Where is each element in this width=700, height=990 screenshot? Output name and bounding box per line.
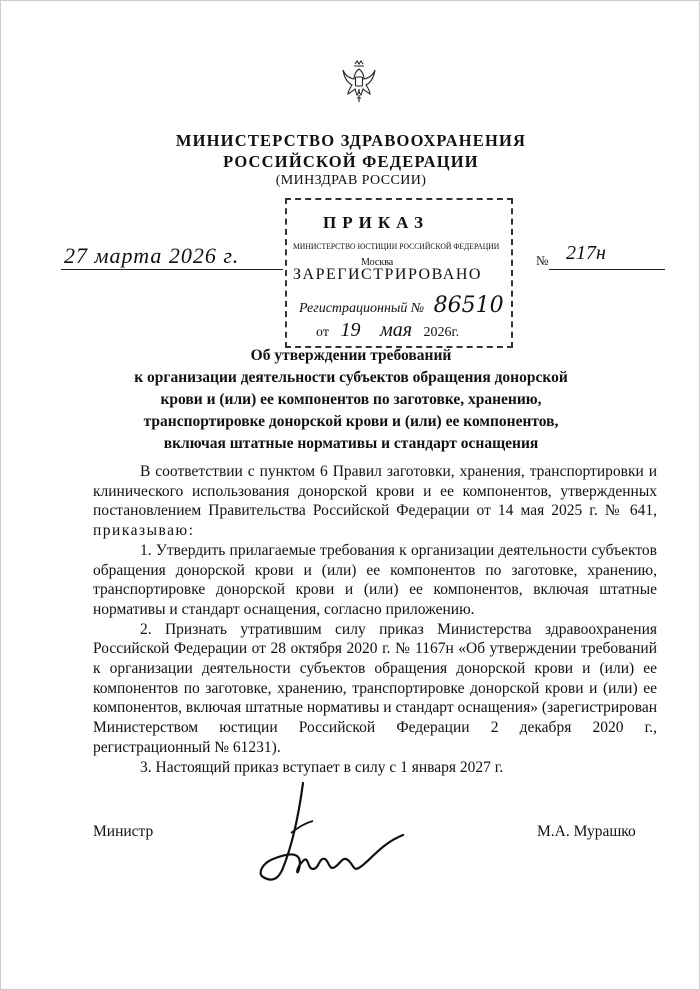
title-line: Об утверждении требований [250, 347, 452, 364]
title-line: крови и (или) ее компонентов по заготовке, хранению, [160, 391, 542, 408]
number-underline [549, 269, 665, 270]
stamp-status: ЗАРЕГИСТРИРОВАНО [293, 266, 482, 283]
handwritten-signature [233, 773, 433, 893]
order-body [93, 462, 657, 777]
ministry-name-line2: РОССИЙСКОЙ ФЕДЕРАЦИИ [223, 152, 479, 171]
signatory-name: М.А. Мурашко [537, 823, 636, 840]
ministry-short-name: (МИНЗДРАВ РОССИИ) [275, 173, 427, 188]
document-type: ПРИКАЗ [323, 213, 429, 232]
signatory-position: Министр [93, 823, 154, 840]
date-underline [61, 269, 283, 270]
order-date: 27 марта 2026 г. [64, 243, 240, 268]
stamp-city: Москва [361, 257, 394, 268]
stamp-reg-number: 86510 [433, 293, 504, 318]
stamp-registration-number [299, 293, 504, 318]
stamp-date-day: 19 [340, 319, 361, 341]
stamp-date-year: 2026г. [423, 325, 460, 340]
stamp-date-prefix: от [316, 325, 329, 340]
order-title [1, 345, 700, 455]
title-line: транспортировке донорской крови и (или) ее компонентов, [143, 413, 559, 430]
title-line: к организации деятельности субъектов обращения донорской [134, 369, 568, 386]
order-item-2: 2. Признать утратившим силу приказ Министерства здравоохранения Российской Федерации от 28 октября 2020 г. № 1167н «Об утверждении требований к организации деятельности субъектов обращения донорской крови и (или) ее компонентов по заготовке, хранению, транспортировке донорской крови и (или) ее компонентов, включая штатные нормативы и стандарт оснащения» (зарегистрирован Министерством юстиции Российской Федерации 2 декабря 2020 г., регистрационный № 61231). [93, 620, 657, 756]
stamp-date-month: мая [379, 319, 412, 341]
order-item-1: 1. Утвердить прилагаемые требования к организации деятельности субъектов обращения донорской крови и (или) ее компонентов по заготовке, хранению, транспортировке донорской крови и (или) ее компонентов, включая штатные нормативы и стандарт оснащения, согласно приложению. [93, 541, 657, 618]
stamp-ministry-justice: МИНИСТЕРСТВО ЮСТИЦИИ РОССИЙСКОЙ ФЕДЕРАЦИИ [293, 241, 500, 251]
stamp-date [316, 319, 459, 342]
order-number-label: № [536, 253, 549, 268]
order-number: 217н [566, 242, 606, 264]
preamble-text: В соответствии с пунктом 6 Правил заготовки, хранения, транспортировки и клинического использования донорской крови и ее компонентов, утвержденных постановлением Правительства Российской Федерации от 14 мая 2025 г. № 641, [93, 463, 657, 520]
russian-coat-of-arms-icon [341, 59, 377, 105]
order-item-3: 3. Настоящий приказ вступает в силу с 1 января 2027 г. [140, 758, 504, 776]
ministry-name-line1: МИНИСТЕРСТВО ЗДРАВООХРАНЕНИЯ [175, 131, 527, 150]
preamble-paragraph [93, 462, 657, 541]
preamble-verb: приказываю: [93, 522, 195, 540]
stamp-reg-label: Регистрационный № [299, 301, 425, 316]
title-line: включая штатные нормативы и стандарт оснащения [163, 435, 539, 452]
